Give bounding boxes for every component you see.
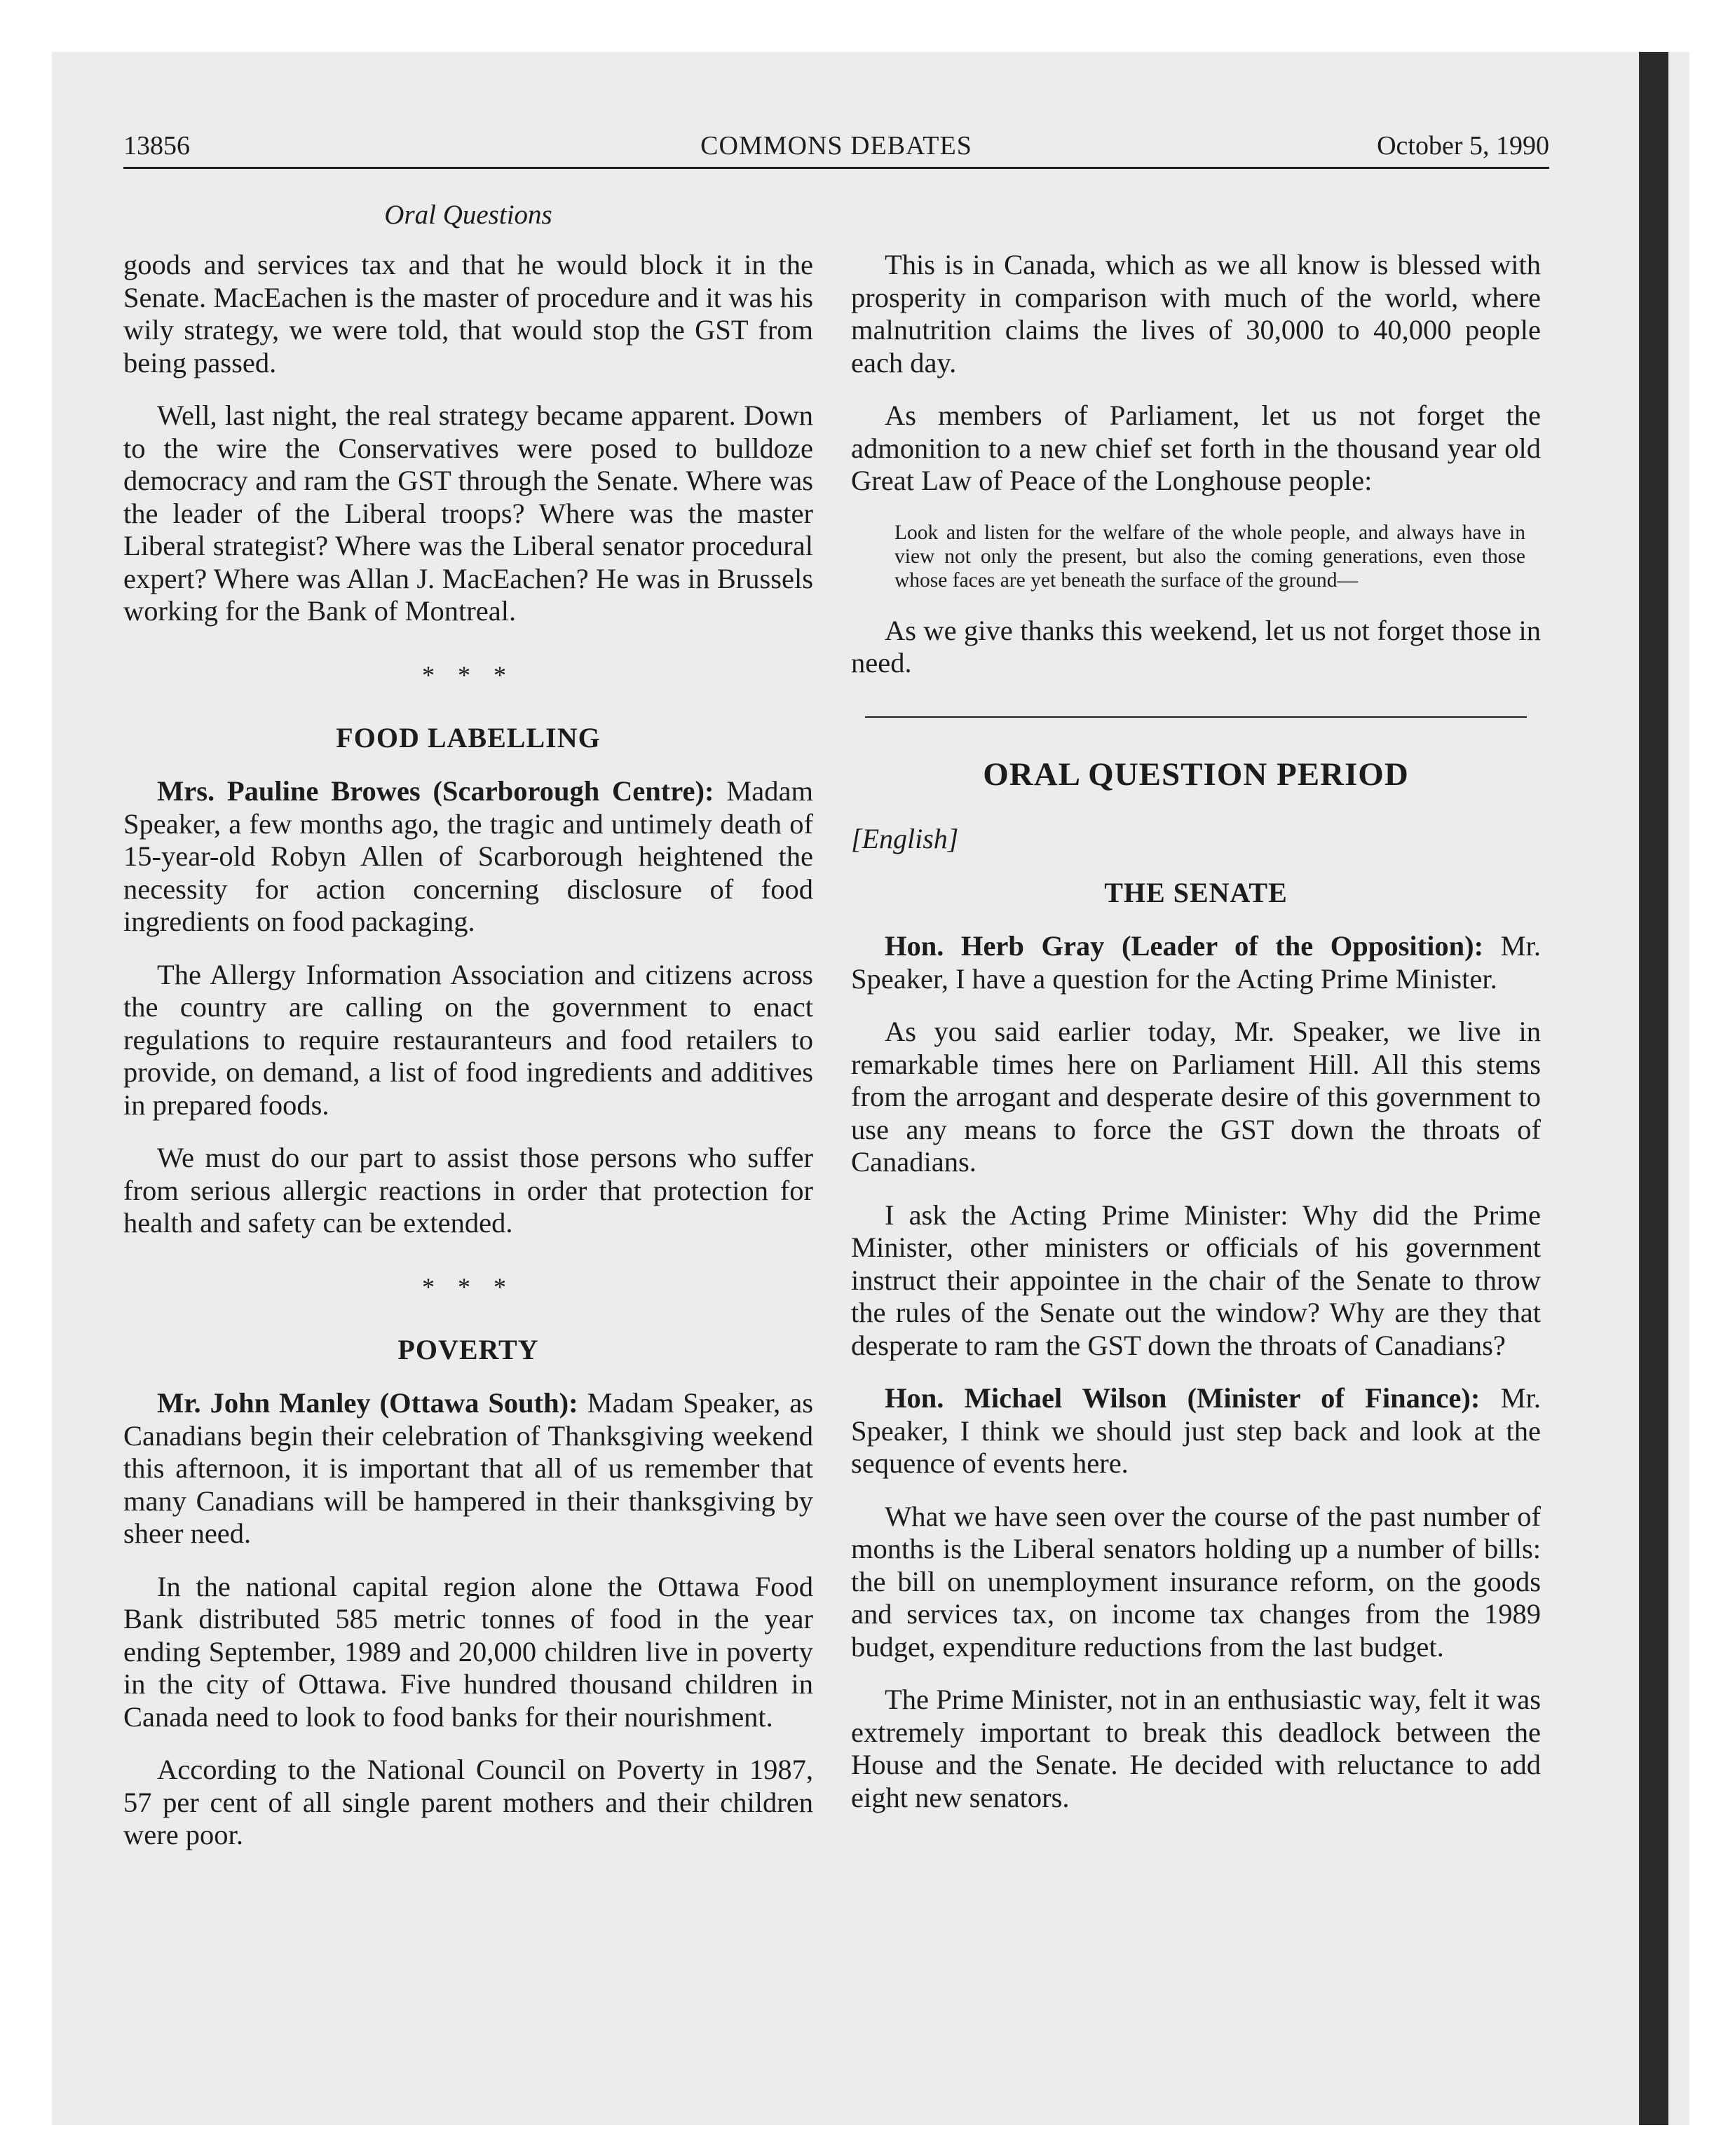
publication-title: COMMONS DEBATES [700, 131, 972, 161]
right-column [851, 249, 1541, 1834]
paragraph: As members of Parliament, let us not forget the admonition to a new chief set forth in the thousand year old Great Law of Peace of the Longhouse people: [851, 400, 1541, 496]
speaker-name: Hon. Herb Gray (Leader of the Opposition): [885, 930, 1484, 962]
paragraph: I ask the Acting Prime Minister: Why did the Prime Minister, other ministers or officials of his government instruct their appointee in the chair of the Senate to throw the rules of the Senate out the window? Why are they that desperate to ram the GST down the throats of Canadians? [851, 1199, 1541, 1361]
section-label: Oral Questions [384, 200, 552, 230]
statement-text: Madam Speaker, a few months ago, the tragic and untimely death of 15-year-old Robyn Allen of Scarborough heightened the necessity for action concerning disclosure of food ingredients on food packaging. [123, 775, 813, 937]
statement-manley [123, 1387, 813, 1550]
statement-browes [123, 775, 813, 939]
language-tag: [English] [851, 823, 959, 854]
section-rule [865, 716, 1527, 718]
block-quote: Look and listen for the welfare of the whole people, and always have in view not only the present, but also the coming generations, even those whose faces are yet beneath the surface of the ground— [894, 521, 1525, 592]
heading-the-senate: THE SENATE [1104, 876, 1288, 908]
header-rule [123, 167, 1549, 169]
statement-text: Mr. Speaker, I think we should just step back and look at the sequence of events here. [851, 1382, 1541, 1479]
speaker-name: Mr. John Manley (Ottawa South): [157, 1387, 578, 1419]
paragraph: goods and services tax and that he would block it in the Senate. MacEachen is the master of procedure and it was his wily strategy, we were told, that would stop the GST from being passed. [123, 249, 813, 378]
statement-text: Madam Speaker, as Canadians begin their celebration of Thanksgiving weekend this afternoon, it is important that all of us remember that many Canadians will be hampered in their thanksgiving by sheer need. [123, 1387, 813, 1549]
statement-text: Mr. Speaker, I have a question for the Acting Prime Minister. [851, 930, 1542, 995]
running-header [123, 123, 1549, 165]
section-separator: * * * [422, 1272, 515, 1301]
paragraph: As you said earlier today, Mr. Speaker, we live in remarkable times here on Parliament Hill. All this stems from the arrogant and desperate desire of this government to use any means to force the GST down the throats of Canadians. [851, 1016, 1541, 1178]
paragraph: Well, last night, the real strategy became apparent. Down to the wire the Conservatives were posed to bulldoze democracy and ram the GST through the Senate. Where was the leader of the Liberal troops? Where was the master Liberal strategist? Where was the Liberal senator procedural expert? Where was Allan J. MacEachen? He was in Brussels working for the Bank of Montreal. [123, 400, 813, 627]
publication-date: October 5, 1990 [1377, 131, 1549, 161]
answer-wilson [851, 1382, 1541, 1480]
left-column [123, 249, 813, 1872]
paragraph: The Allergy Information Association and citizens across the country are calling on the government to enact regulations to require restauranteurs and food retailers to provide, on demand, a list of food ingredients and additives in prepared foods. [123, 958, 813, 1121]
page-spine-shadow [1639, 52, 1668, 2125]
speaker-name: Hon. Michael Wilson (Minister of Finance): [885, 1382, 1481, 1414]
section-separator: * * * [422, 660, 515, 689]
paragraph: This is in Canada, which as we all know is blessed with prosperity in comparison with much of the world, where malnutrition claims the lives of 30,000 to 40,000 people each day. [851, 249, 1541, 378]
paragraph: In the national capital region alone the Ottawa Food Bank distributed 585 metric tonnes of food in the year ending September, 1989 and 20,000 children live in poverty in the city of Ottawa. Five hundred thousand children in Canada need to look to food banks for their nourishment. [123, 1570, 813, 1733]
heading-poverty: POVERTY [397, 1333, 539, 1365]
page-number: 13856 [123, 131, 190, 161]
paragraph: As we give thanks this weekend, let us not forget those in need. [851, 614, 1541, 678]
question-gray [851, 930, 1541, 995]
paragraph: The Prime Minister, not in an enthusiastic way, felt it was extremely important to break this deadlock between the House and the Senate. He decided with reluctance to add eight new senators. [851, 1684, 1541, 1813]
paragraph: We must do our part to assist those persons who suffer from serious allergic reactions in order that protection for health and safety can be extended. [123, 1142, 813, 1239]
heading-food-labelling: FOOD LABELLING [336, 721, 601, 753]
paragraph: What we have seen over the course of the past number of months is the Liberal senators holding up a number of bills: the bill on unemployment insurance reform, on the goods and services tax, on income tax changes from the 1989 budget, expenditure reductions from the last budget. [851, 1500, 1541, 1663]
heading-oral-question-period: ORAL QUESTION PERIOD [983, 756, 1409, 793]
paragraph: According to the National Council on Poverty in 1987, 57 per cent of all single parent mothers and their children were poor. [123, 1754, 813, 1850]
speaker-name: Mrs. Pauline Browes (Scarborough Centre): [157, 775, 714, 807]
